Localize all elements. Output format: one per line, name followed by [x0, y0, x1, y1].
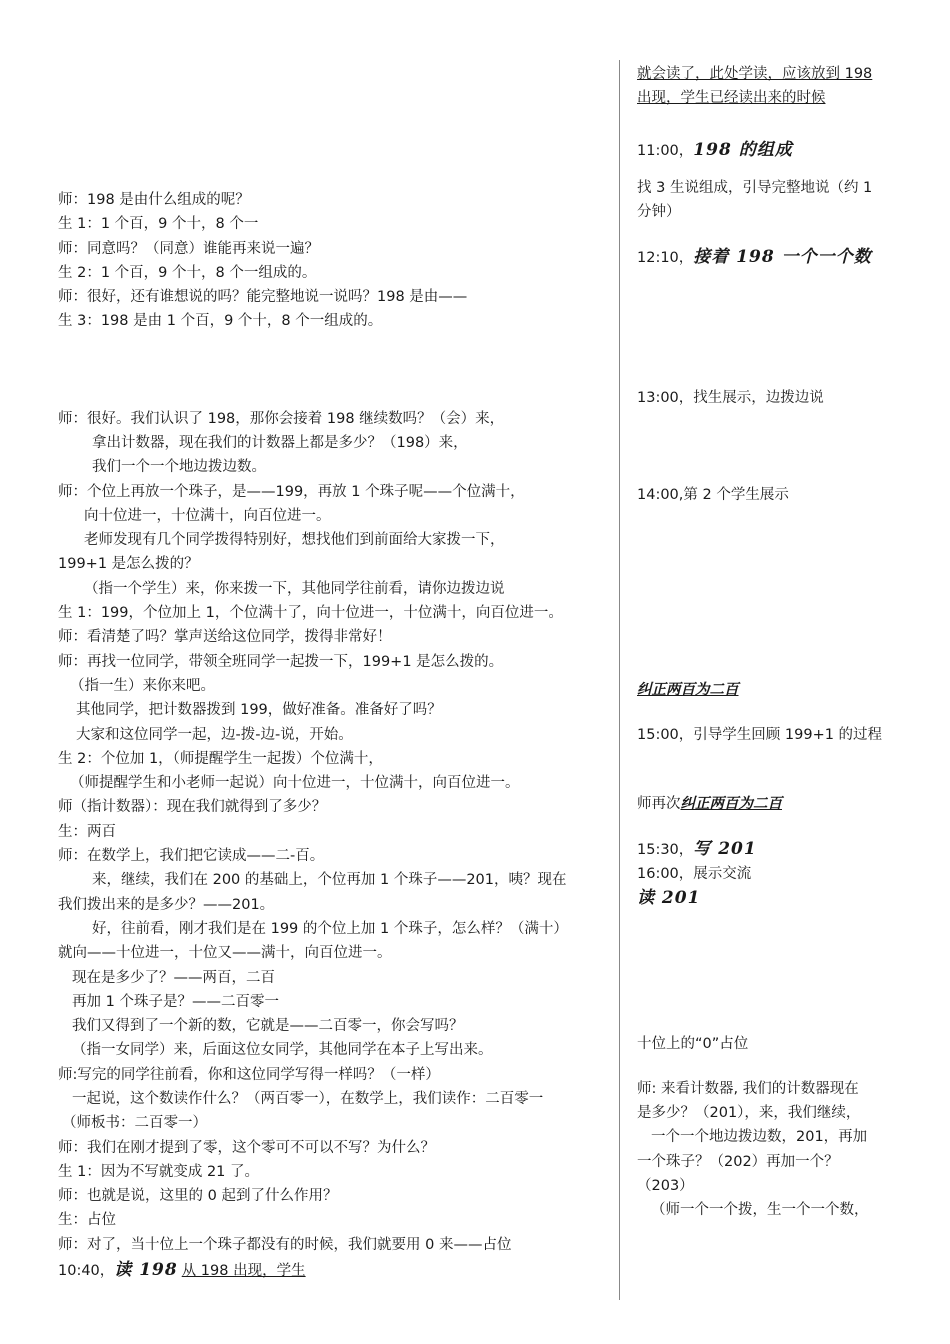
dialogue-line: 生 1：199，个位加上 1，个位满十了，向十位进一，十位满十，向百位进一。: [58, 605, 563, 622]
dialogue-line: 就向——十位进一，十位又——满十，向百位进一。: [58, 945, 392, 962]
dialogue-line: 生 1：因为不写就变成 21 了。: [58, 1163, 260, 1180]
dialogue-line: （指一生）来你来吧。: [70, 677, 215, 694]
note-counter-1: 师: 来看计数器, 我们的计数器现在: [637, 1080, 859, 1097]
note-find-3-students-1: 找 3 生说组成，引导完整地说（约 1: [637, 180, 873, 197]
dialogue-line: 师:写完的同学往前看，你和这位同学写得一样吗？（一样）: [58, 1066, 440, 1083]
dialogue-line: 师：很好。我们认识了 198，那你会接着 198 继续数吗？（会）来，: [58, 410, 505, 427]
note-write-201-title: 写 201: [693, 838, 757, 859]
dialogue-line: 师：个位上再放一个珠子，是——199，再放 1 个珠子呢——个位满十，: [58, 483, 525, 500]
dialogue-line: 向十位进一，十位满十，向百位进一。: [84, 507, 331, 524]
note-read-timing-2: 出现，学生已经读出来的时候: [637, 90, 826, 107]
note-correct-again-prefix: 师再次: [637, 796, 681, 813]
dialogue-line: 其他同学，把计数器拨到 199，做好准备。准备好了吗？: [76, 702, 442, 719]
note-counter-3: 一个一个地边拨边数，201，再加: [651, 1129, 868, 1146]
dialogue-line: 师：我们在刚才提到了零，这个零可不可以不写？为什么？: [58, 1139, 435, 1156]
note-composition-title: 198 的组成: [693, 139, 793, 160]
dialogue-line: （师提醒学生和小老师一起说）向十位进一，十位满十，向百位进一。: [70, 775, 520, 792]
footer-time: 10:40，: [58, 1263, 115, 1279]
notes-column: [637, 62, 899, 1223]
note-correct-again: [637, 792, 899, 816]
note-find-3-students-2: 分钟）: [637, 204, 681, 221]
dialogue-line: 大家和这位同学一起，边-拨-边-说，开始。: [76, 726, 353, 743]
dialogue-line: 生 3：198 是由 1 个百，9 个十，8 个一组成的。: [58, 313, 383, 330]
note-write-201: [637, 837, 899, 862]
dialogue-line: 师：再找一位同学，带领全班同学一起拨一下，199+1 是怎么拨的。: [58, 653, 504, 670]
note-correct-liangbai: 纠正两百为二百: [637, 681, 739, 698]
dialogue-line: 来，继续，我们在 200 的基础上，个位再加 1 个珠子——201，咦？现在: [92, 872, 567, 889]
dialogue-line: 拿出计数器，现在我们的计数器上都是多少？（198）来，: [92, 434, 468, 451]
footer-note: 从 198 出现，学生: [181, 1263, 306, 1279]
dialogue-line: 好，往前看，刚才我们是在 199 的个位上加 1 个珠子，怎么样？（满十）: [92, 920, 568, 937]
dialogue-line: 师：也就是说，这里的 0 起到了什么作用？: [58, 1188, 338, 1205]
dialogue-line: 我们又得到了一个新的数，它就是——二百零一，你会写吗？: [72, 1018, 464, 1035]
note-write-201-time: 15:30，: [637, 841, 694, 858]
dialogue-line: 生 1：1 个百，9 个十，8 个一: [58, 216, 259, 233]
dialogue-line: 生：占位: [58, 1212, 116, 1229]
dialogue-line: 师：看清楚了吗？掌声送给这位同学，拨得非常好！: [58, 629, 392, 646]
dialogue-line: 师：对了，当十位上一个珠子都没有的时候，我们就要用 0 来——占位: [58, 1236, 512, 1253]
dialogue-line: 现在是多少了？——两百，二百: [72, 969, 275, 986]
note-student-demo: 13:00，找生展示，边拨边说: [637, 390, 824, 407]
dialogue-line: 生 2：个位加 1，（师提醒学生一起拨）个位满十，: [58, 750, 383, 767]
dialogue-line: 一起说，这个数读作什么？（两百零一），在数学上，我们读作：二百零一: [72, 1090, 544, 1107]
dialogue-line: 生 2：1 个百，9 个十，8 个一组成的。: [58, 264, 317, 281]
note-count-on-time: 12:10，: [637, 249, 694, 266]
note-counter-6: （师一个一个拨，生一个一个数，: [651, 1202, 869, 1219]
dialogue-line: （师板书：二百零一）: [62, 1115, 207, 1132]
note-composition: [637, 138, 899, 163]
note-read-timing-1: 就会读了，此处学读，应该放到 198: [637, 66, 873, 82]
dialogue-line: （指一个学生）来，你来拨一下，其他同学往前看，请你边拨边说: [84, 580, 505, 597]
dialogue-line: 再加 1 个珠子是？——二百零一: [72, 993, 279, 1010]
dialogue-line: 199+1 是怎么拨的？: [58, 556, 199, 573]
note-correct-again-emphasis: 纠正两百为二百: [680, 796, 782, 813]
dialogue-line: 老师发现有几个同学拨得特别好，想找他们到前面给大家拨一下，: [84, 532, 505, 549]
note-second-student: 14:00,第 2 个学生展示: [637, 487, 789, 504]
dialogue-line: 师：很好，还有谁想说的吗？能完整地说一说吗？198 是由——: [58, 289, 468, 306]
dialogue-line: 师：198 是由什么组成的呢？: [58, 192, 250, 208]
footer-line: [58, 1258, 306, 1282]
note-read-201: 读 201: [637, 888, 701, 909]
dialogue-line: 师：同意吗？（同意）谁能再来说一遍？: [58, 240, 319, 257]
spacer: [58, 334, 606, 407]
note-count-on-title: 接着 198 一个一个数: [693, 246, 872, 267]
dialogue-column: [58, 188, 606, 1257]
dialogue-line: 我们一个一个地边拨边数。: [92, 459, 266, 476]
column-divider: [619, 60, 620, 1300]
dialogue-line: 生：两百: [58, 823, 116, 840]
note-review-process: 15:00，引导学生回顾 199+1 的过程: [637, 726, 883, 743]
note-zero-placeholder: 十位上的“0”占位: [637, 1036, 749, 1053]
note-count-on: [637, 245, 899, 270]
note-show-exchange: 16:00，展示交流: [637, 865, 752, 882]
dialogue-line: 我们拨出来的是多少？——201。: [58, 896, 275, 913]
note-composition-time: 11:00，: [637, 142, 694, 159]
note-counter-5: （203）: [637, 1177, 694, 1194]
dialogue-line: 师（指计数器）：现在我们就得到了多少？: [58, 799, 327, 816]
dialogue-line: 师：在数学上，我们把它读成——二-百。: [58, 848, 325, 865]
note-counter-4: 一个珠子？（202）再加一个？: [637, 1153, 839, 1170]
dialogue-line: （指一女同学）来，后面这位女同学，其他同学在本子上写出来。: [72, 1042, 493, 1059]
note-counter-2: 是多少？（201），来，我们继续，: [637, 1105, 861, 1122]
footer-script-label: 读 198: [114, 1260, 178, 1280]
